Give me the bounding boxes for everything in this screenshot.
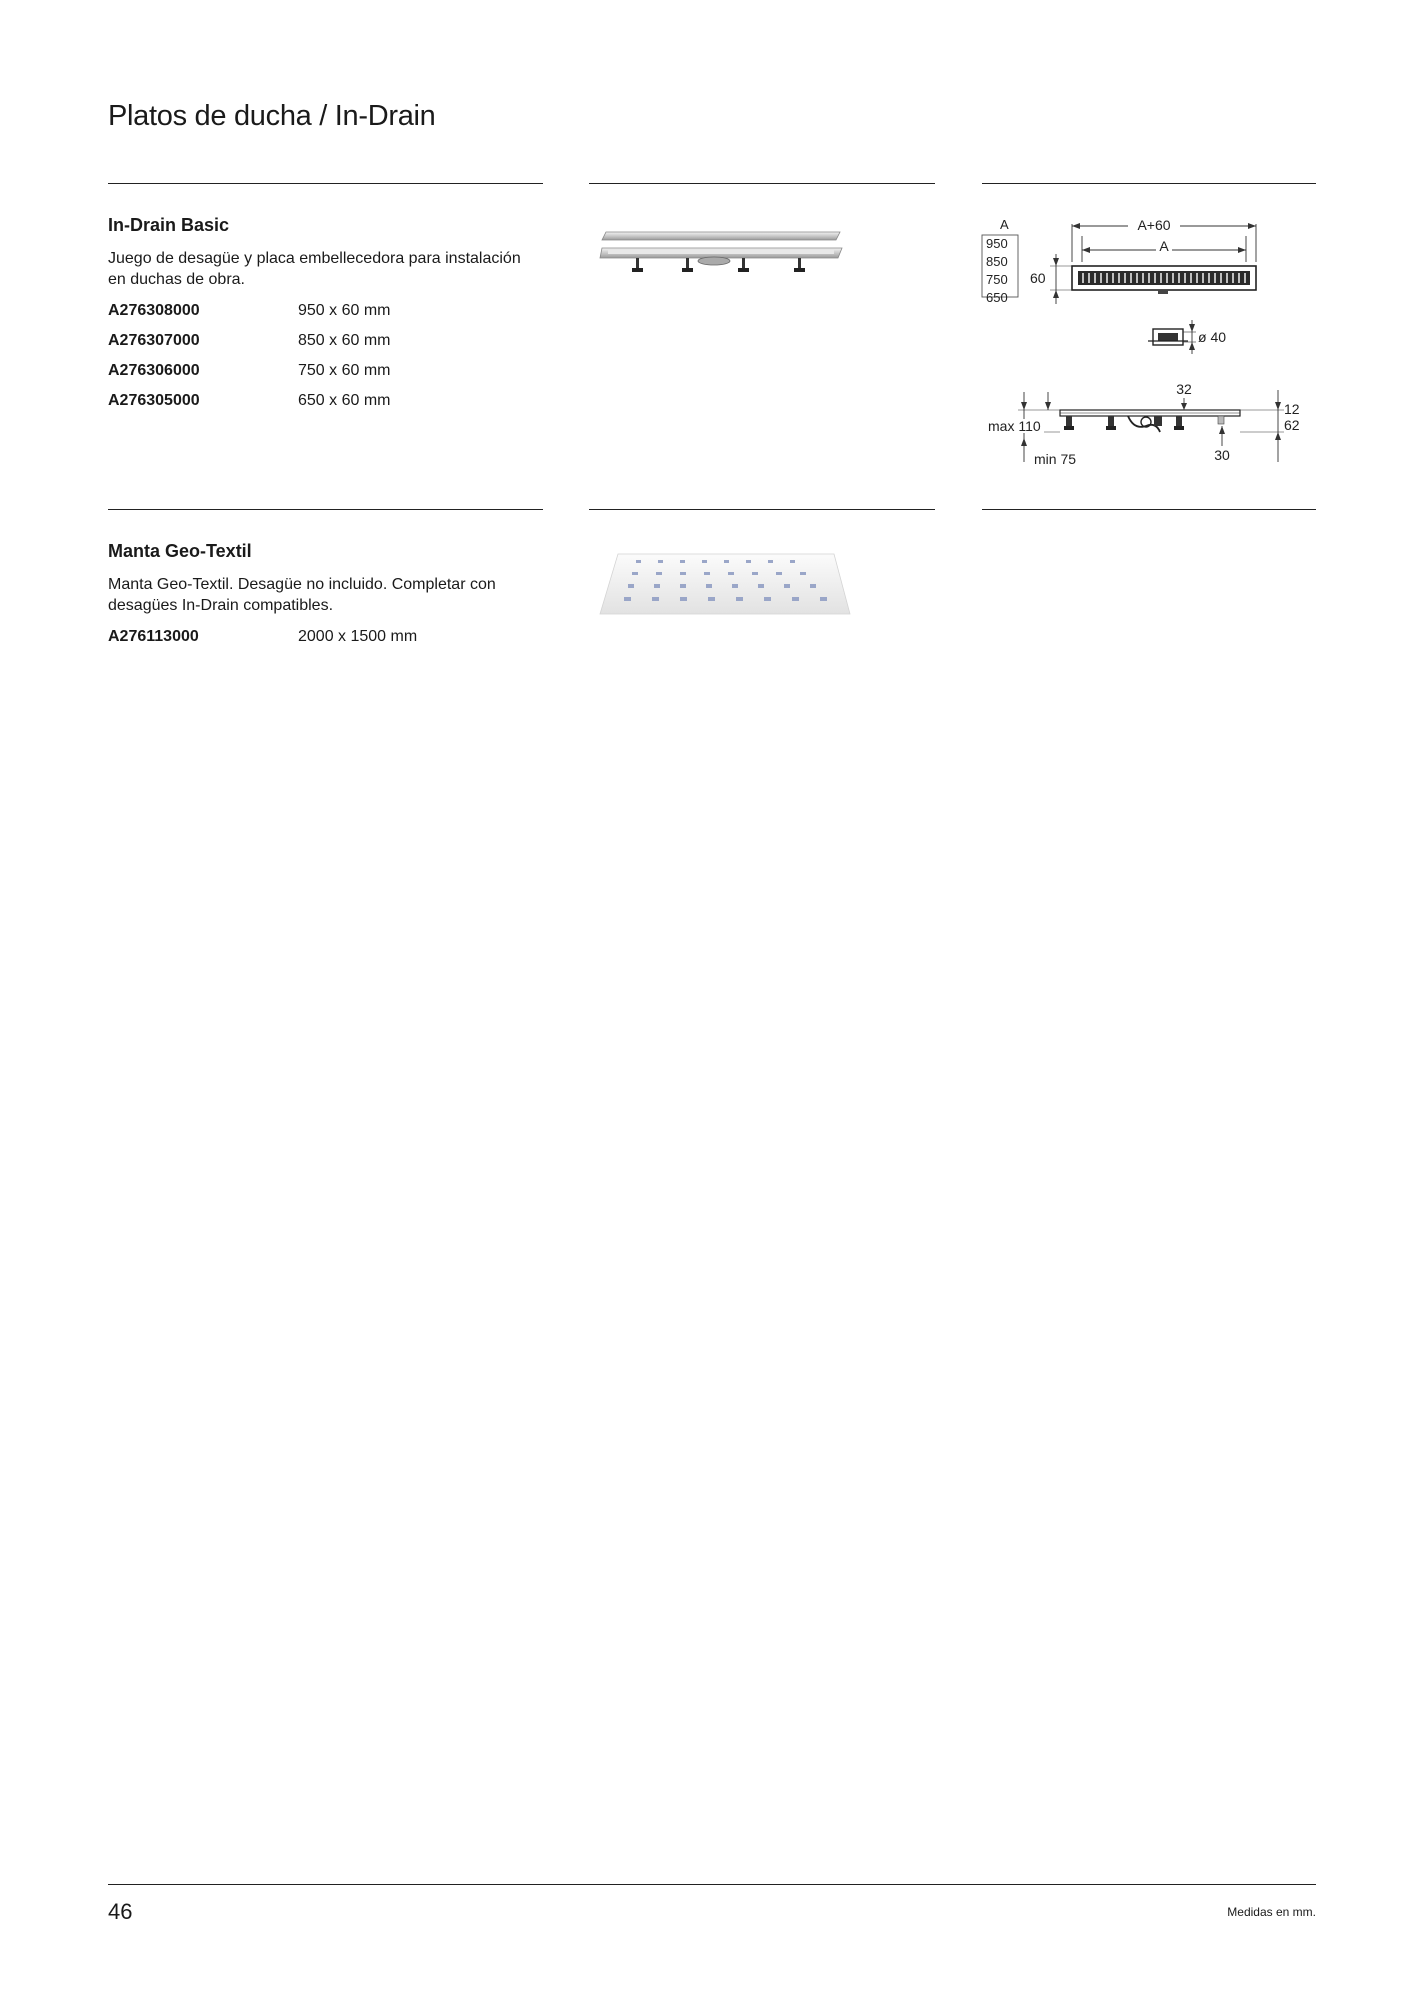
reference-row	[108, 362, 538, 392]
product-description: Manta Geo-Textil. Desagüe no incluido. Completar con desagües In-Drain compatibles.	[108, 576, 496, 614]
reference-size: 2000 x 1500 mm	[298, 628, 418, 645]
dimension-32: 32	[1176, 381, 1192, 397]
section-divider	[108, 183, 543, 184]
dimension-max-height: max 110	[988, 418, 1041, 434]
dimension-12: 12	[1284, 401, 1300, 417]
dimension-table-header: A	[1000, 217, 1009, 232]
dimension-30: 30	[1214, 447, 1230, 463]
dimension-a: A	[1159, 238, 1169, 254]
dimension-table-value: 750	[986, 272, 1008, 287]
reference-size: 950 x 60 mm	[298, 302, 391, 319]
reference-code: A276307000	[108, 332, 200, 349]
reference-size: 850 x 60 mm	[298, 332, 391, 349]
section-divider	[589, 509, 935, 510]
reference-code: A276306000	[108, 362, 200, 379]
reference-row	[108, 332, 538, 362]
reference-code: A276113000	[108, 628, 199, 645]
dimension-width: 60	[1030, 270, 1046, 286]
dimension-table-value: 950	[986, 236, 1008, 251]
footer-divider	[108, 1884, 1316, 1885]
dimension-62: 62	[1284, 417, 1300, 433]
dimension-table-value: 650	[986, 290, 1008, 305]
product-manta-geo-textil	[108, 541, 538, 658]
product-in-drain-basic	[108, 215, 538, 422]
reference-row	[108, 302, 538, 332]
section-divider	[108, 509, 543, 510]
product-description: Juego de desagüe y placa embellecedora para instalación en duchas de obra.	[108, 250, 521, 288]
product-title: Manta Geo-Textil	[108, 541, 252, 561]
dimension-min-height: min 75	[1034, 451, 1077, 467]
section-divider	[589, 183, 935, 184]
reference-size: 750 x 60 mm	[298, 362, 391, 379]
page-number: 46	[108, 1899, 133, 1924]
geotextile-mat-photo	[596, 550, 852, 618]
dimension-outlet-diameter: ø 40	[1198, 329, 1227, 345]
page-title: Platos de ducha / In-Drain	[108, 100, 436, 132]
section-divider	[982, 183, 1316, 184]
units-footnote: Medidas en mm.	[1227, 1905, 1316, 1919]
section-divider	[982, 509, 1316, 510]
reference-row	[108, 628, 538, 658]
dimension-total-length: A+60	[1137, 217, 1171, 233]
reference-code: A276308000	[108, 302, 200, 319]
reference-row	[108, 392, 538, 422]
technical-drawing	[978, 212, 1308, 472]
reference-code: A276305000	[108, 392, 200, 409]
drain-channel-photo	[598, 228, 848, 290]
product-title: In-Drain Basic	[108, 215, 230, 235]
reference-size: 650 x 60 mm	[298, 392, 391, 409]
dimension-table-value: 850	[986, 254, 1008, 269]
